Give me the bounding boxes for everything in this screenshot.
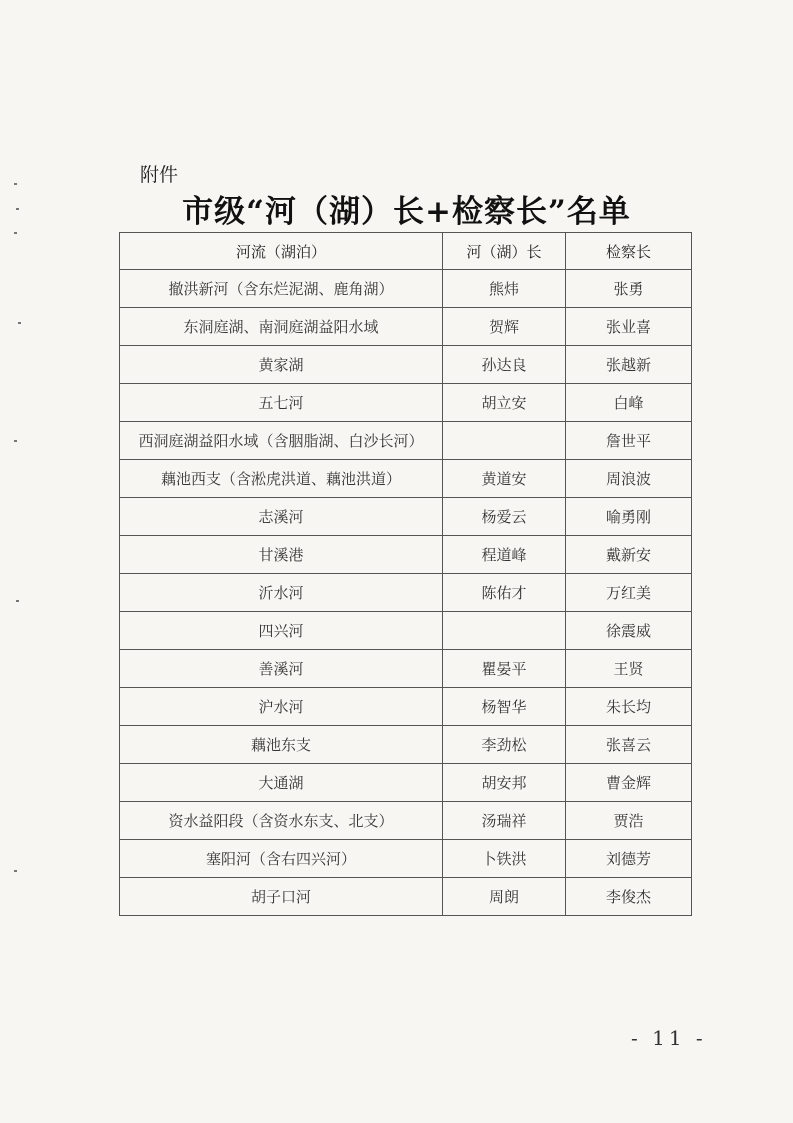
table-row — [120, 650, 692, 688]
chief-cell: 胡立安 — [443, 384, 566, 422]
prosecutor-cell: 王贤 — [566, 650, 692, 688]
prosecutor-cell: 张越新 — [566, 346, 692, 384]
table-row — [120, 384, 692, 422]
chief-cell: 卜铁洪 — [443, 840, 566, 878]
chief-cell: 程道峰 — [443, 536, 566, 574]
prosecutor-cell: 周浪波 — [566, 460, 692, 498]
scan-mark — [16, 208, 19, 210]
river-cell: 资水益阳段（含资水东支、北支） — [120, 802, 443, 840]
chief-cell: 黄道安 — [443, 460, 566, 498]
table-row — [120, 802, 692, 840]
table-body — [120, 270, 692, 916]
table-row — [120, 612, 692, 650]
attachment-label: 附件 — [140, 164, 179, 186]
roster-table — [119, 232, 692, 916]
chief-cell: 孙达良 — [443, 346, 566, 384]
table-row — [120, 574, 692, 612]
river-cell: 四兴河 — [120, 612, 443, 650]
river-cell: 西洞庭湖益阳水域（含胭脂湖、白沙长河） — [120, 422, 443, 460]
chief-cell: 陈佑才 — [443, 574, 566, 612]
chief-cell: 胡安邦 — [443, 764, 566, 802]
prosecutor-cell: 喻勇刚 — [566, 498, 692, 536]
chief-cell: 汤瑞祥 — [443, 802, 566, 840]
column-header-river: 河流（湖泊） — [120, 233, 443, 270]
scan-mark — [14, 440, 17, 442]
chief-cell: 贺辉 — [443, 308, 566, 346]
river-cell: 藕池东支 — [120, 726, 443, 764]
table-row — [120, 498, 692, 536]
river-cell: 善溪河 — [120, 650, 443, 688]
chief-cell: 杨智华 — [443, 688, 566, 726]
river-cell: 五七河 — [120, 384, 443, 422]
river-cell: 黄家湖 — [120, 346, 443, 384]
table-row — [120, 460, 692, 498]
table-row — [120, 764, 692, 802]
table-row — [120, 536, 692, 574]
scan-mark — [18, 322, 21, 324]
prosecutor-cell: 张业喜 — [566, 308, 692, 346]
river-cell: 志溪河 — [120, 498, 443, 536]
scan-mark — [14, 183, 17, 185]
river-cell: 藕池西支（含淞虎洪道、藕池洪道） — [120, 460, 443, 498]
column-header-chief: 河（湖）长 — [443, 233, 566, 270]
table-row — [120, 422, 692, 460]
river-cell: 大通湖 — [120, 764, 443, 802]
chief-cell: 熊炜 — [443, 270, 566, 308]
prosecutor-cell: 徐震威 — [566, 612, 692, 650]
page-number: - 11 - — [631, 1026, 707, 1050]
river-cell: 撤洪新河（含东烂泥湖、鹿角湖） — [120, 270, 443, 308]
river-cell: 塞阳河（含右四兴河） — [120, 840, 443, 878]
river-cell: 沂水河 — [120, 574, 443, 612]
column-header-prosecutor: 检察长 — [566, 233, 692, 270]
table-row — [120, 346, 692, 384]
prosecutor-cell: 万红美 — [566, 574, 692, 612]
chief-cell: 周朗 — [443, 878, 566, 916]
scan-mark — [14, 870, 17, 872]
document-title: 市级“河（湖）长+检察长”名单 — [182, 194, 631, 230]
prosecutor-cell: 刘德芳 — [566, 840, 692, 878]
prosecutor-cell: 戴新安 — [566, 536, 692, 574]
river-cell: 东洞庭湖、南洞庭湖益阳水域 — [120, 308, 443, 346]
table-header-row — [120, 233, 692, 270]
table-row — [120, 726, 692, 764]
river-cell: 甘溪港 — [120, 536, 443, 574]
chief-cell — [443, 422, 566, 460]
table-row — [120, 840, 692, 878]
prosecutor-cell: 詹世平 — [566, 422, 692, 460]
chief-cell: 杨爱云 — [443, 498, 566, 536]
river-cell: 胡子口河 — [120, 878, 443, 916]
scan-mark — [14, 232, 17, 234]
table-row — [120, 688, 692, 726]
chief-cell: 瞿晏平 — [443, 650, 566, 688]
chief-cell — [443, 612, 566, 650]
table-row — [120, 878, 692, 916]
prosecutor-cell: 张勇 — [566, 270, 692, 308]
chief-cell: 李劲松 — [443, 726, 566, 764]
river-cell: 沪水河 — [120, 688, 443, 726]
table-row — [120, 270, 692, 308]
prosecutor-cell: 朱长均 — [566, 688, 692, 726]
prosecutor-cell: 贾浩 — [566, 802, 692, 840]
scan-mark — [16, 600, 19, 602]
prosecutor-cell: 白峰 — [566, 384, 692, 422]
table-row — [120, 308, 692, 346]
prosecutor-cell: 张喜云 — [566, 726, 692, 764]
prosecutor-cell: 曹金辉 — [566, 764, 692, 802]
prosecutor-cell: 李俊杰 — [566, 878, 692, 916]
